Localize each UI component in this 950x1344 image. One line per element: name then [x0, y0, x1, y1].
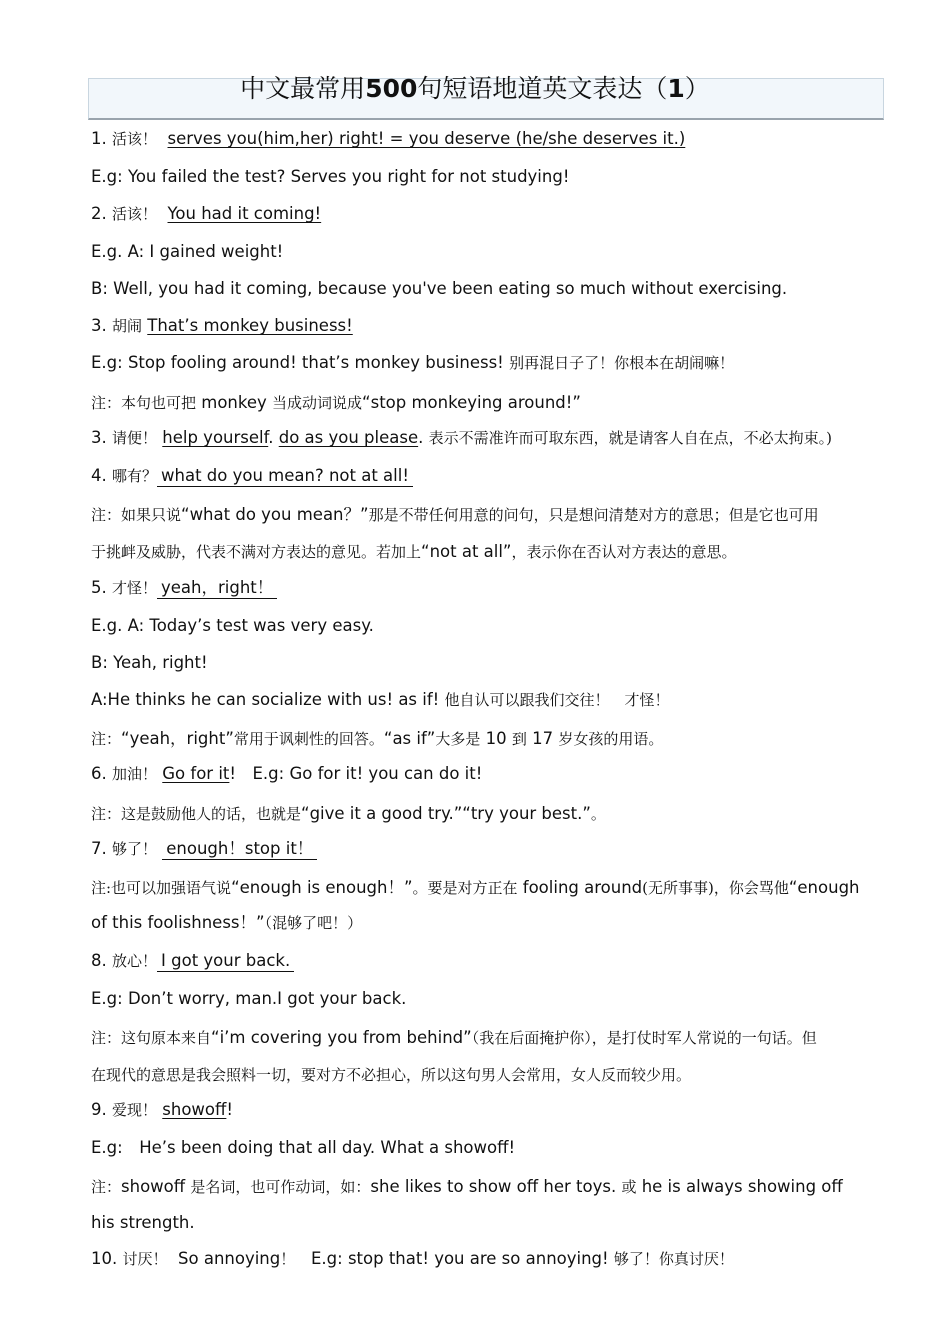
note-line: 注：这句原本来自“i’m covering you from behind”（我在后面掩护你），是打仗时军人常说的一句话。但 — [91, 1028, 817, 1047]
entry-10-heading: 10. 讨厌！ So annoying！ E.g: stop that! you are so annoying! 够了！你真讨厌！ — [91, 1249, 734, 1268]
note-line: 注：showoff 是名词，也可作动词，如：she likes to show off her toys. 或 he is always showing off — [91, 1177, 843, 1196]
note-line: of this foolishness！”（混够了吧！） — [91, 913, 363, 932]
note-line: 注：这是鼓励他人的话，也就是“give it a good try.”“try your best.”。 — [91, 804, 606, 823]
note-line: 注：“yeah，right”常用于讽刺性的回答。“as if”大多是 10 到 17 岁女孩的用语。 — [91, 729, 664, 748]
entry-3b-heading: 3. 请便！ help yourself. do as you please. 表示不需准许而可取东西，就是请客人自在点，不必太拘束。) — [91, 428, 832, 447]
entry-7-heading: 7. 够了！ enough！stop it！ — [91, 838, 891, 860]
example-line: E.g: He’s been doing that all day. What a showoff! — [91, 1138, 516, 1157]
page-title: 中文最常用500句短语地道英文表达（1） — [240, 74, 710, 103]
example-line: B: Yeah, right! — [91, 653, 208, 672]
entry-2-heading: 2. 活该！ You had it coming! — [91, 204, 322, 223]
note-line: 注：如果只说“what do you mean？”那是不带任何用意的问句，只是想问清楚对方的意思；但是它也可用 — [91, 505, 819, 524]
example-line: A:He thinks he can socialize with us! as if! 他自认可以跟我们交往！ 才怪！ — [91, 690, 670, 709]
title-number: 500 — [365, 74, 418, 103]
example-line: E.g. A: I gained weight! — [91, 242, 284, 261]
note-line: 注：本句也可把 monkey 当成动词说成“stop monkeying around!” — [91, 393, 581, 412]
entry-9-heading: 9. 爱现！ showoff! — [91, 1100, 233, 1119]
example-line: E.g. A: Today’s test was very easy. — [91, 616, 374, 635]
example-line: E.g: You failed the test? Serves you right for not studying! — [91, 167, 570, 186]
entry-8-heading: 8. 放心！ I got your back. — [91, 950, 891, 972]
note-line: 注:也可以加强语气说“enough is enough！”。要是对方正在 fooling around(无所事事)，你会骂他“enough — [91, 878, 860, 897]
phrase-link: serves you(him,her) right! = you deserve (he/she deserves it.) — [167, 129, 686, 148]
note-line: 在现代的意思是我会照料一切，要对方不必担心，所以这句男人会常用，女人反而较少用。 — [91, 1066, 692, 1084]
entry-1-heading: 1. 活该！ serves you(him,her) right! = you deserve (he/she deserves it.) — [91, 129, 686, 148]
note-line: 于挑衅及威胁，代表不满对方表达的意见。若加上“not at all”，表示你在否认对方表达的意思。 — [91, 542, 737, 561]
entry-5-heading: 5. 才怪！ yeah，right！ — [91, 577, 891, 599]
title-index: 1 — [667, 74, 685, 103]
note-line: his strength. — [91, 1213, 195, 1232]
entry-3-heading: 3. 胡闹 That’s monkey business! — [91, 316, 353, 335]
entry-6-heading: 6. 加油！ Go for it! E.g: Go for it! you can do it! — [91, 764, 483, 783]
example-line: B: Well, you had it coming, because you've been eating so much without exercising. — [91, 279, 788, 298]
example-line: E.g: Don’t worry, man.I got your back. — [91, 989, 407, 1008]
example-line: E.g: Stop fooling around! that’s monkey business! 别再混日子了！你根本在胡闹嘛！ — [91, 353, 735, 372]
entry-4-heading: 4. 哪有？ what do you mean? not at all! — [91, 465, 891, 487]
